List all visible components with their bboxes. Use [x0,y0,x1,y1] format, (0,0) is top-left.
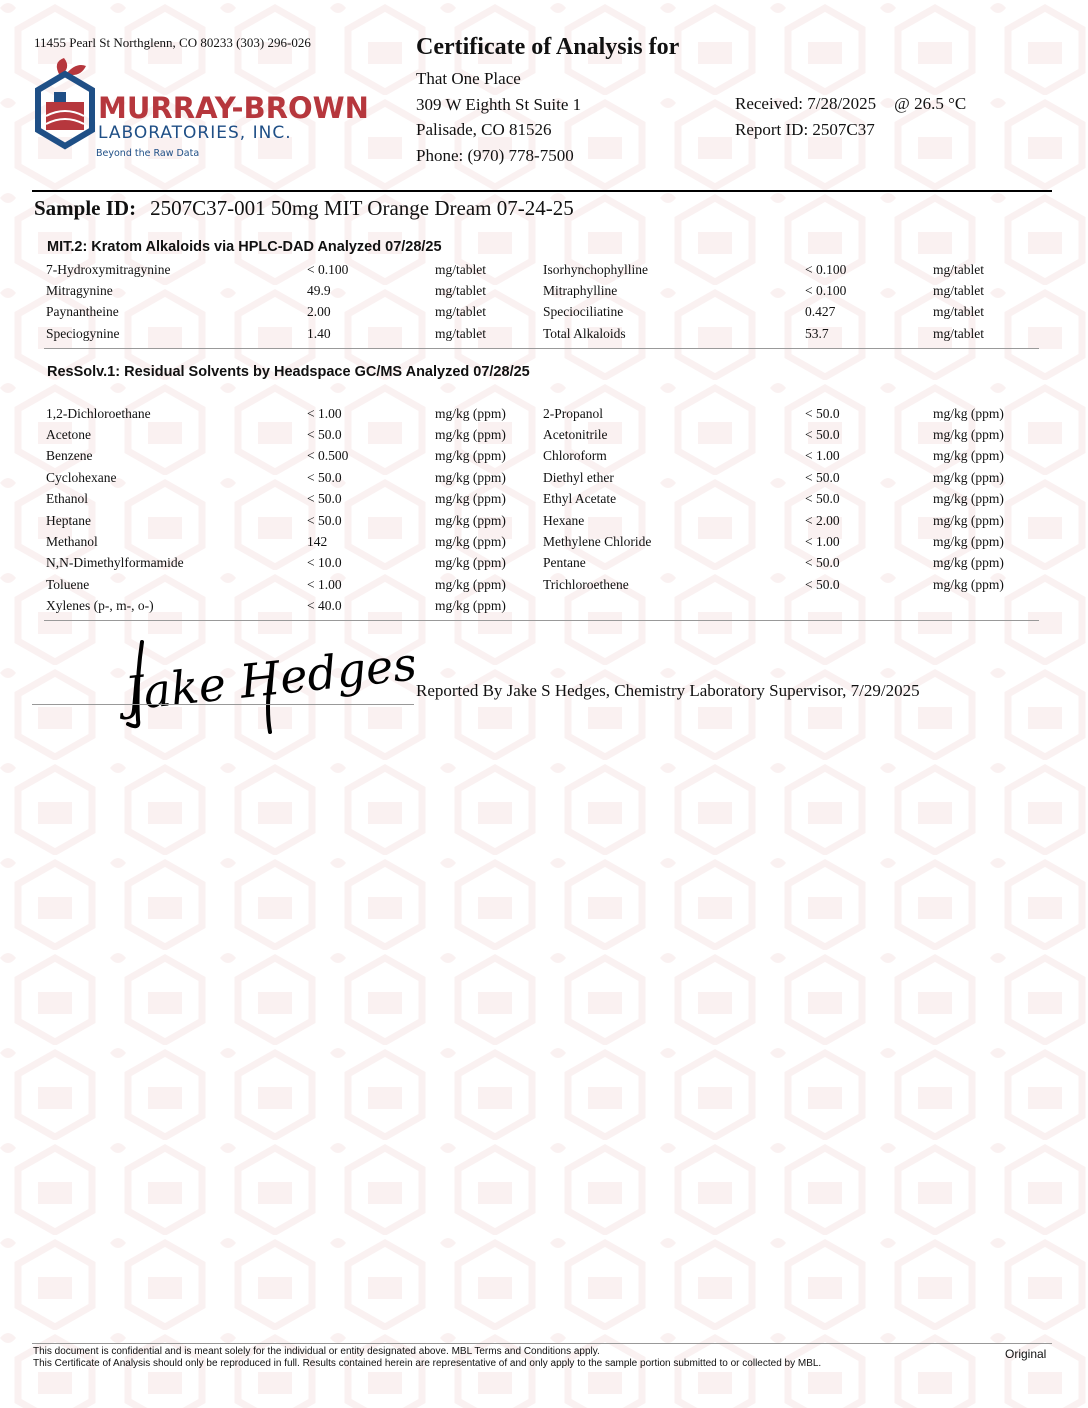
result-cell: 49.9 [307,283,331,299]
units-cell: mg/kg (ppm) [933,405,1004,421]
units-cell: mg/tablet [933,325,984,341]
result-cell: 1.40 [307,325,331,341]
analyte-cell [543,596,805,617]
analyte-cell: Methanol [46,534,98,550]
analyte-cell: Mitragynine [46,283,113,299]
reported-by: Reported By Jake S Hedges, Chemistry Laboratory Supervisor, 7/29/2025 [416,681,920,700]
table-row [46,489,1033,510]
result-cell: < 50.0 [805,576,840,592]
units-cell: mg/kg (ppm) [435,512,506,528]
units-cell: mg/kg (ppm) [435,491,506,507]
result-cell: < 0.100 [805,261,847,277]
section-title-solvents: ResSolv.1: Residual Solvents by Headspace GC/MS Analyzed 07/28/25 [47,364,530,380]
logo-name: MURRAY-BROWN [98,91,369,125]
result-cell: < 1.00 [307,405,342,421]
client-name: That One Place [416,69,521,88]
result-cell: < 1.00 [805,448,840,464]
units-cell: mg/tablet [435,261,486,277]
units-cell: mg/kg (ppm) [435,427,506,443]
units-cell: mg/tablet [435,325,486,341]
result-cell: 53.7 [805,325,829,341]
table-row [46,323,1033,344]
units-cell: mg/tablet [435,283,486,299]
result-cell: < 50.0 [805,427,840,443]
analyte-cell: Paynantheine [46,304,119,320]
result-cell: < 40.0 [307,598,342,614]
units-cell: mg/kg (ppm) [435,534,506,550]
result-cell: < 50.0 [805,555,840,571]
analyte-cell: Hexane [543,512,585,528]
analyte-cell: Mitraphylline [543,283,618,299]
footer-line1: This document is confidential and is meant solely for the individual or entity designated above. MBL Terms and Conditions apply. [33,1346,600,1357]
analyte-cell: N,N-Dimethylformamide [46,555,184,571]
result-cell: < 50.0 [307,469,342,485]
units-cell [933,596,1033,617]
result-cell: < 50.0 [307,491,342,507]
table-row [46,446,1033,467]
table-row [46,280,1033,301]
footer-line2: This Certificate of Analysis should only be reproduced in full. Results contained herein are representative of and only apply to the sample portion submitted to or collected by MBL. [33,1357,822,1369]
analyte-cell: Toluene [46,576,90,592]
result-cell: 142 [307,534,328,550]
sample-id-label: Sample ID: [34,196,137,220]
result-cell: < 50.0 [307,512,342,528]
result-cell [805,596,933,617]
units-cell: mg/kg (ppm) [933,427,1004,443]
units-cell: mg/kg (ppm) [933,448,1004,464]
sample-id-value: 2507C37-001 50mg MIT Orange Dream 07-24-25 [150,196,574,220]
result-cell: < 0.500 [307,448,349,464]
units-cell: mg/kg (ppm) [435,469,506,485]
analyte-cell: Speciociliatine [543,304,624,320]
units-cell: mg/kg (ppm) [933,491,1004,507]
logo-sub: LABORATORIES, INC. [98,123,292,143]
report-meta [735,91,966,142]
section-divider [44,620,1039,621]
units-cell: mg/tablet [933,304,984,320]
lab-logo [30,58,369,162]
table-row [46,531,1033,552]
sample-id-line [34,196,574,221]
result-cell: 2.00 [307,304,331,320]
analyte-cell: 1,2-Dichloroethane [46,405,151,421]
analyte-cell: Ethanol [46,491,88,507]
result-cell: < 50.0 [805,405,840,421]
analyte-cell: 2-Propanol [543,405,603,421]
section-divider [44,348,1039,349]
result-cell: < 0.100 [307,261,349,277]
result-cell: 0.427 [805,304,836,320]
section-title-alkaloids: MIT.2: Kratom Alkaloids via HPLC-DAD Analyzed 07/28/25 [47,239,442,255]
analyte-cell: Benzene [46,448,93,464]
client-info [416,66,581,169]
report-id: Report ID: 2507C37 [735,119,875,139]
units-cell: mg/kg (ppm) [435,448,506,464]
result-cell: < 50.0 [805,469,840,485]
analyte-cell: Isorhynchophylline [543,261,648,277]
lab-address: 11455 Pearl St Northglenn, CO 80233 (303) 296-026 [34,35,311,50]
units-cell: mg/kg (ppm) [435,576,506,592]
units-cell: mg/kg (ppm) [435,598,506,614]
units-cell: mg/tablet [435,304,486,320]
footer-disclaimer [33,1346,821,1369]
signature-text: Jake Hedges [122,636,420,721]
table-row [46,403,1033,424]
units-cell: mg/tablet [933,283,984,299]
analyte-cell: Total Alkaloids [543,325,626,341]
analyte-cell: Speciogynine [46,325,120,341]
table-row [46,596,1033,617]
units-cell: mg/kg (ppm) [933,534,1004,550]
units-cell: mg/kg (ppm) [933,469,1004,485]
table-row [46,424,1033,445]
table-row [46,302,1033,323]
signature [120,636,420,736]
units-cell: mg/tablet [933,261,984,277]
result-cell: < 0.100 [805,283,847,299]
analyte-cell: Acetonitrile [543,427,608,443]
client-phone: Phone: (970) 778-7500 [416,146,574,166]
solvents-table [46,403,1033,617]
units-cell: mg/kg (ppm) [933,512,1004,528]
result-cell: < 10.0 [307,555,342,571]
table-row [46,259,1033,280]
analyte-cell: Diethyl ether [543,469,614,485]
result-cell: < 50.0 [307,427,342,443]
signature-line [32,704,414,705]
received-temp: @ 26.5 °C [894,94,967,113]
analyte-cell: Ethyl Acetate [543,491,617,507]
analyte-cell: Heptane [46,512,91,528]
footer-divider [32,1343,1052,1344]
logo-tagline: Beyond the Raw Data [96,148,200,159]
client-address-line2: Palisade, CO 81526 [416,120,552,140]
result-cell: < 1.00 [805,534,840,550]
coa-title: Certificate of Analysis for [416,34,680,60]
analyte-cell: Chloroform [543,448,607,464]
table-row [46,510,1033,531]
analyte-cell: Trichloroethene [543,576,629,592]
result-cell: < 1.00 [307,576,342,592]
units-cell: mg/kg (ppm) [435,555,506,571]
header-divider [32,190,1052,192]
table-row [46,574,1033,595]
units-cell: mg/kg (ppm) [933,555,1004,571]
analyte-cell: 7-Hydroxymitragynine [46,261,171,277]
document-status: Original [1005,1347,1047,1361]
analyte-cell: Methylene Chloride [543,534,652,550]
table-row [46,553,1033,574]
received-date: Received: 7/28/2025 [735,94,877,113]
client-address-line1: 309 W Eighth St Suite 1 [416,94,582,114]
analyte-cell: Pentane [543,555,586,571]
table-row [46,467,1033,488]
alkaloids-table [46,259,1033,345]
analyte-cell: Cyclohexane [46,469,117,485]
analyte-cell: Xylenes (p-, m-, o-) [46,598,154,614]
units-cell: mg/kg (ppm) [933,576,1004,592]
analyte-cell: Acetone [46,427,91,443]
units-cell: mg/kg (ppm) [435,405,506,421]
result-cell: < 50.0 [805,491,840,507]
result-cell: < 2.00 [805,512,840,528]
